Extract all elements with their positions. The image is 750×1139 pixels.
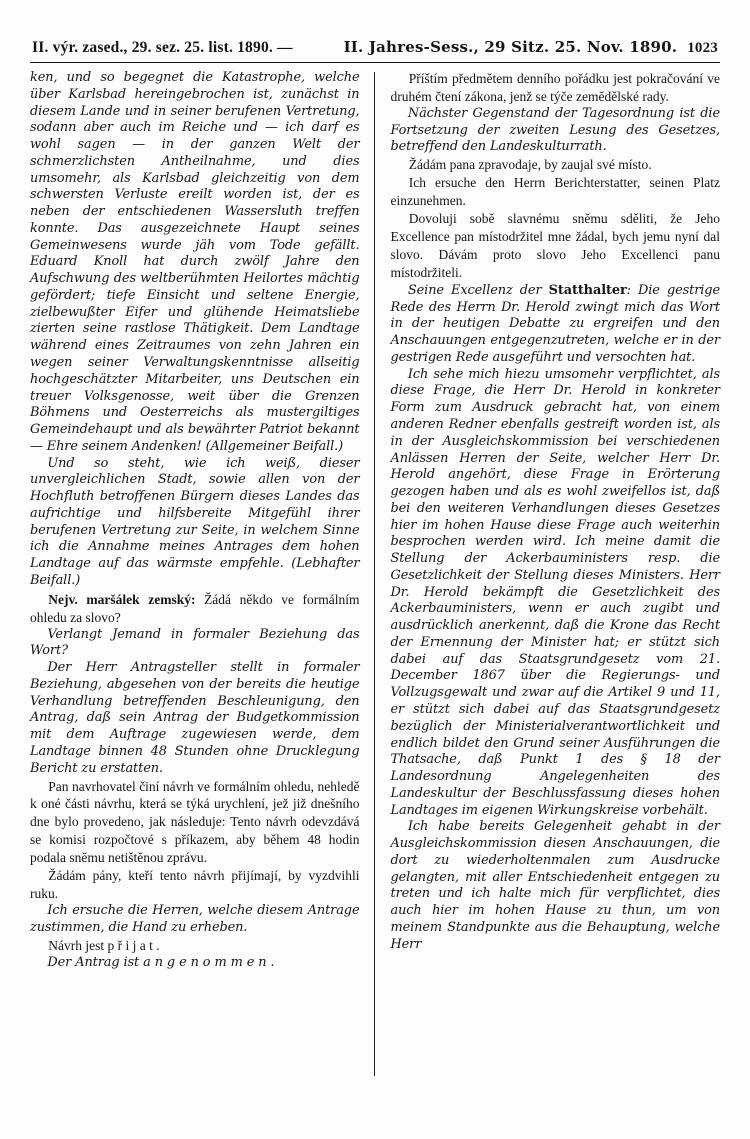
paragraph: Příštím předmětem denního pořádku jest pokračování ve druhém čtení zákona, jenž se týče zemědělské rady. xyxy=(390,71,720,104)
speaker-text: : Die gestrige Rede des Herrn Dr. Herold zwingt mich das Wort in der heutigen Debatte zu ergreifen und den Anschauungen entgegenzutreten, welche er in der gestrigen Rede ausgeführt und versochten hat. xyxy=(390,282,720,365)
speaker-label: Nejv. maršálek zemský: xyxy=(48,591,196,607)
paragraph-speaker-marsalek xyxy=(30,591,360,627)
running-head xyxy=(30,38,720,62)
paragraph: Nächster Gegenstand der Tagesordnung ist die Fortsetzung der zweiten Lesung des Gesetzes, betreffend den Landeskulturrath. xyxy=(390,105,720,155)
paragraph: Ich ersuche den Herrn Berichterstatter, seinen Platz einzunehmen. xyxy=(390,175,720,209)
page-number: 1023 xyxy=(687,40,718,56)
paragraph: Pan navrhovatel činí návrh ve formálním ohledu, nehledě k oné části návrhu, která se týká urychlení, jež již dnešního dne bylo provedeno, jak následuje: Tento návrh odevzdává se komisi rozpočtové s příkazem, aby během 48 hodin podala sněmu netištěnou zprávu. xyxy=(30,778,360,866)
speaker-label: Statthalter xyxy=(548,282,627,298)
paragraph: Ich habe bereits Gelegenheit gehabt in der Ausgleichskommission diesen Anschauungen, die dort zu wiederholtenmalen zum Ausdrucke gelangten, mit aller Entschiedenheit entgegen zu treten und ich halte mich für verpflichtet, dies auch hier im hohen Hause zu thun, um von meinem Standpunkte aus die Behauptung, welche Herr xyxy=(390,819,720,952)
running-head-left: II. výr. zased., 29. sez. 25. list. 1890. — xyxy=(32,39,293,56)
paragraph-speaker-statthalter xyxy=(391,283,721,367)
left-column xyxy=(30,70,374,1078)
speaker-text: Žádá někdo ve formálním ohledu za slovo? xyxy=(30,591,360,625)
paragraph: Návrh jest p ř i j a t . xyxy=(48,937,160,953)
paragraph: Und so steht, wie ich weiß, dieser unvergleichlichen Stadt, sowie allen von der Hochfluth betroffenen Bürgern dieses Landes das aufrichtige und hilfsbereite Mitgefühl ihrer berufenen Vertretung zur Seite, in welchem Sinne ich die Annahme meines Antrages dem hohen Landtage auf das wärmste empfehle. (Lebhafter Beifall.) xyxy=(30,455,360,588)
paragraph: Ich sehe mich hiezu umsomehr verpflichtet, als diese Frage, die Herr Dr. Herold in konkreter Form zum Ausdruck gebracht hat, von einem anderen Redner ebenfalls gestreift worden ist, als in der Ausgleichskommission bei verschiedenen Anlässen Herren der Seite, welcher Herr Dr. Herold angehört, diese Frage in Erörterung gezogen haben und als es wohl zweifellos ist, daß bei den weiteren Verhandlungen dieses Gesetzes hier im hohen Hause diese Frage auch weiterhin besprochen werden wird. Ich meine damit die Stellung der Ackerbauministers resp. die Gesetzlichkeit der Stellung dieses Ministers. Herr Dr. Herold bekämpft die Gesetzlichkeit des Ackerbauministers, wenn er auch zugibt und ausdrücklich anerkennt, daß die Krone das Recht der Ernennung der Minister hat; er stützt sich dabei auf das Staatsgrundgesetz vom 21. December 1867 über die Regierungs- und Vollzugsgewalt und zwar auf die Artikel 9 und 11, er stützt sich dabei auf das Staatsgrundgesetz bezüglich der Ministerialverantwortlichkeit und endlich bildet den Grund seiner Ausführungen die Thatsache, daß Punkt 1 des § 18 der Landesordnung Angelegenheiten des Landeskultur der Beschlussfassung dieses hohen Landtages im eigenen Wirkungskreise vorbehält. xyxy=(390,366,720,818)
speaker-prefix: Seine Excellenz der xyxy=(407,282,549,298)
header-rule xyxy=(30,62,720,63)
running-head-right: II. Jahres-Sess., 29 Sitz. 25. Nov. 1890. xyxy=(343,38,678,56)
paragraph: Žádám pana zpravodaje, by zaujal své místo. xyxy=(408,157,652,173)
paragraph: Der Antrag ist a n g e n o m m e n . xyxy=(47,954,275,970)
paragraph: Der Herr Antragsteller stellt in formaler Beziehung, abgesehen von der bereits die heutige Verhandlung betreffenden Beschleunigung, den Antrag, daß sein Antrag der Budgetkommission mit dem Auftrage zugewiesen werde, dem Landtage binnen 48 Stunden ohne Drucklegung Bericht zu erstatten. xyxy=(30,660,360,776)
paragraph: ken, und so begegnet die Katastrophe, welche über Karlsbad hereingebrochen ist, zunächst in diesem Lande und in seiner berufenen Vertretung, sodann aber auch im Reiche und — ich darf es wohl sagen — in der ganzen Welt der schmerzlichsten Antheilnahme, und dies umsomehr, als Karlsbad gleichzeitig von dem schwersten Verluste ereilt worden ist, der es neben der entschiedenen Wassersluth treffen konnte. Das ausgezeichnete Haupt seines Gemeinwesens wurde jäh vom Tode gefällt. Eduard Knoll hat durch zwölf Jahre den Aufschwung des weltberühmten Heilortes mächtig gefördert; tiefe Einsicht und seltene Energie, zielbewußter Eifer und glühende Heimatsliebe zierten seine rastlose Thätigkeit. Dem Landtage während eines Zeitraumes von zehn Jahren ein wegen seiner Verwaltungskenntnisse allseitig hochgeschätzter Mitarbeiter, uns Deutschen ein treuer Volksgenosse, weit über die Grenzen Böhmens und Oesterreichs als mustergiltiges Gemeindehaupt und als bewährter Patriot bekannt — Ehre seinem Andenken! (Allgemeiner Beifall.) xyxy=(30,70,360,454)
paragraph: Verlangt Jemand in formaler Beziehung das Wort? xyxy=(30,626,360,659)
paragraph: Žádám pány, kteří tento návrh přijímají, by vyzdvihli ruku. xyxy=(30,868,360,902)
body-columns xyxy=(30,70,720,1078)
paragraph: Dovoluji sobě slavnému sněmu sděliti, že Jeho Excellence pan místodržitel mne žádal, bych jemu nyní dal slovo. Dávám proto slovo Jeho Excellenci panu místodržiteli. xyxy=(390,211,720,280)
right-column xyxy=(375,70,721,1078)
paragraph: Ich ersuche die Herren, welche diesem Antrage zustimmen, die Hand zu erheben. xyxy=(30,903,360,935)
